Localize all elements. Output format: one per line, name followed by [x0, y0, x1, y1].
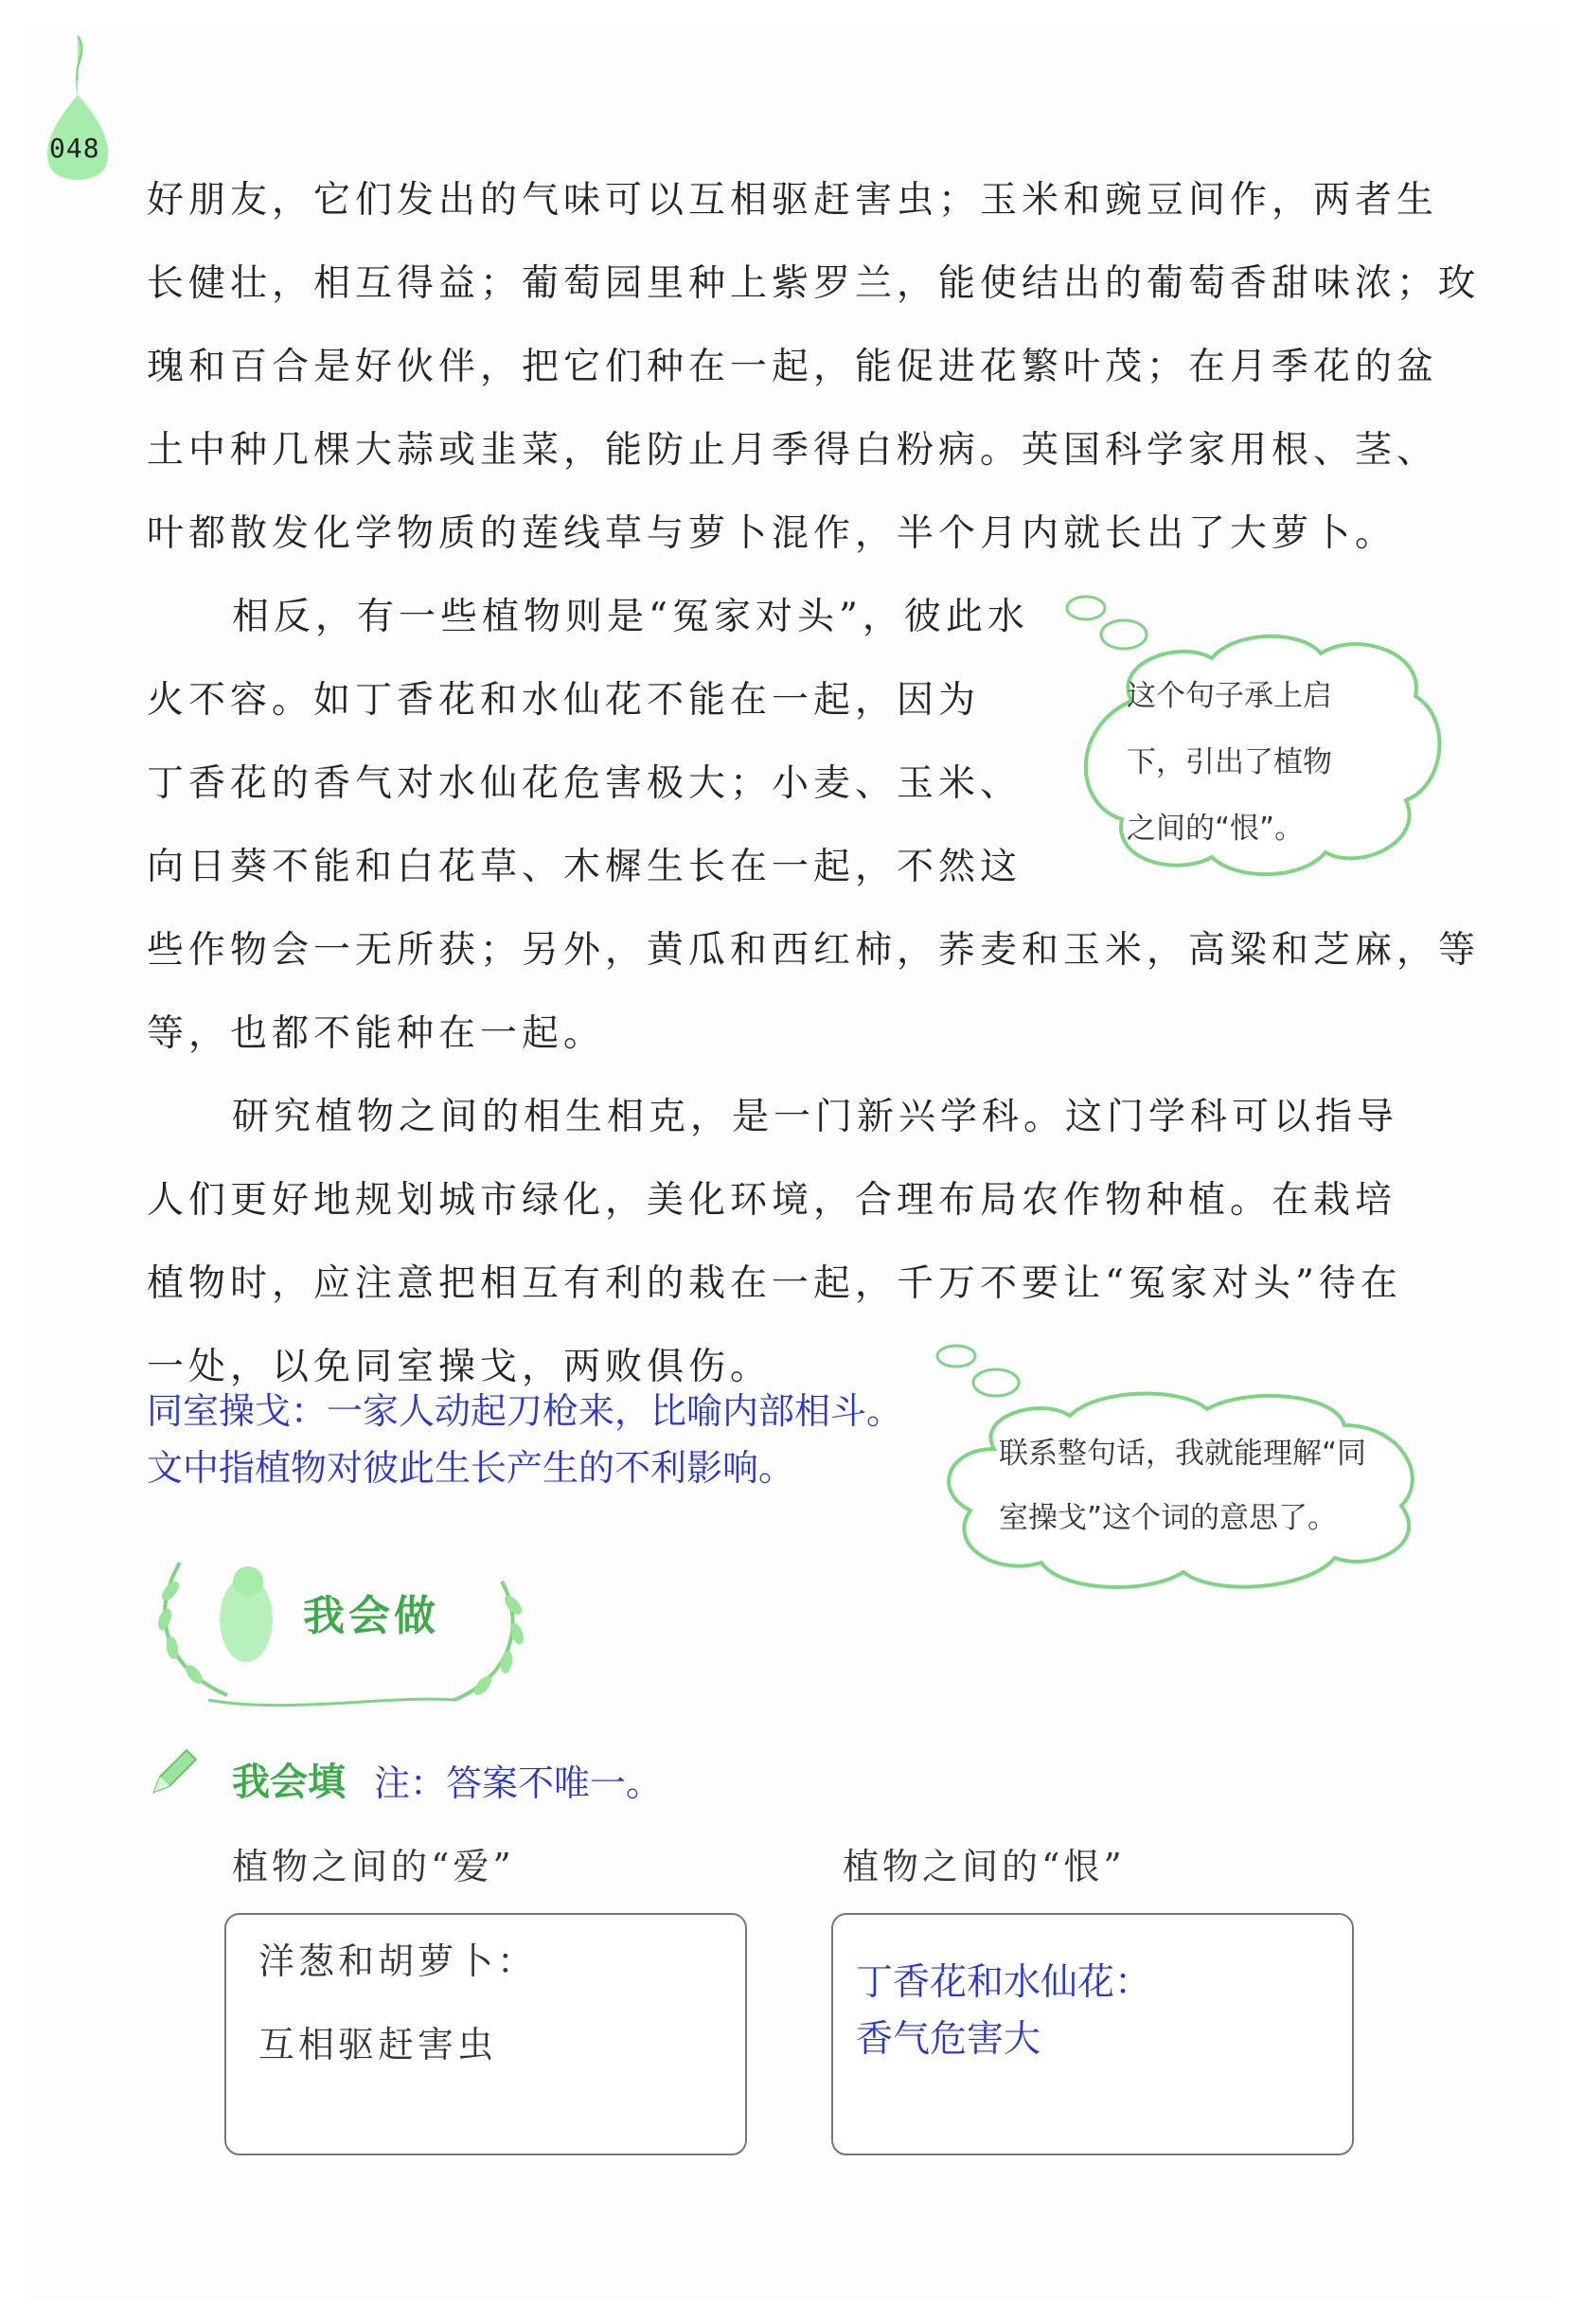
cloud-text-line: 之间的“恨”。	[1127, 812, 1305, 846]
text-line: 相反，有一些植物则是“冤家对头”，彼此水	[232, 596, 1029, 638]
text-line: 向日葵不能和白花草、木樨生长在一起，不然这	[147, 846, 1023, 888]
text-line: 些作物会一无所获；另外，黄瓜和西红柿，荞麦和玉米，高粱和芝麻，等	[147, 929, 1481, 972]
section-heading: 我会做	[303, 1592, 439, 1640]
text-line: 一处，以免同室操戈，两败俱伤。	[147, 1346, 773, 1388]
text-line: 丁香花的香气对水仙花危害极大；小麦、玉米、	[147, 762, 1023, 805]
left-column-title: 植物之间的“爱”	[232, 1846, 515, 1887]
handwritten-note-line: 文中指植物对彼此生长产生的不利影响。	[147, 1447, 795, 1489]
cloud-text-line: 室操戈”这个词的意思了。	[999, 1501, 1338, 1535]
hate-answer-line-1: 丁香花和水仙花：	[856, 1961, 1152, 2004]
love-answer-line-2: 互相驱赶害虫	[258, 2024, 498, 2065]
exercise-title: 我会填	[232, 1761, 346, 1804]
pencil-icon	[147, 1743, 204, 1799]
exercise-note: 注：答案不唯一。	[374, 1762, 663, 1804]
text-line: 长健壮，相互得益；葡萄园里种上紫罗兰，能使结出的葡萄香甜味浓；玫	[147, 262, 1481, 305]
cloud-text-line: 这个句子承上启	[1127, 679, 1332, 713]
text-line: 火不容。如丁香花和水仙花不能在一起，因为	[147, 679, 981, 722]
right-column-title: 植物之间的“恨”	[843, 1846, 1126, 1887]
cloud-text-line: 联系整句话，我就能理解“同	[999, 1437, 1367, 1471]
page-number: 048	[49, 133, 100, 164]
text-line: 土中种几棵大蒜或韭菜，能防止月季得白粉病。英国科学家用根、茎、	[147, 429, 1439, 472]
hate-answer-line-2: 香气危害大	[856, 2018, 1041, 2061]
text-line: 植物时，应注意把相互有利的栽在一起，千万不要让“冤家对头”待在	[147, 1262, 1402, 1305]
text-line: 瑰和百合是好伙伴，把它们种在一起，能促进花繁叶茂；在月季花的盆	[147, 346, 1439, 388]
love-answer-line-1: 洋葱和胡萝卜：	[258, 1940, 538, 1982]
text-line: 研究植物之间的相生相克，是一门新兴学科。这门学科可以指导	[232, 1096, 1399, 1138]
text-line: 叶都散发化学物质的莲线草与萝卜混作，半个月内就长出了大萝卜。	[147, 512, 1397, 555]
water-drop-icon	[40, 28, 116, 189]
text-line: 等，也都不能种在一起。	[147, 1012, 606, 1055]
cloud-text-line: 下，引出了植物	[1127, 745, 1332, 779]
text-line: 好朋友，它们发出的气味可以互相驱赶害虫；玉米和豌豆间作，两者生	[147, 179, 1439, 222]
text-line: 人们更好地规划城市绿化，美化环境，合理布局农作物种植。在栽培	[147, 1179, 1397, 1222]
handwritten-note-line: 同室操戈：一家人动起刀枪来，比喻内部相斗。	[147, 1390, 903, 1432]
